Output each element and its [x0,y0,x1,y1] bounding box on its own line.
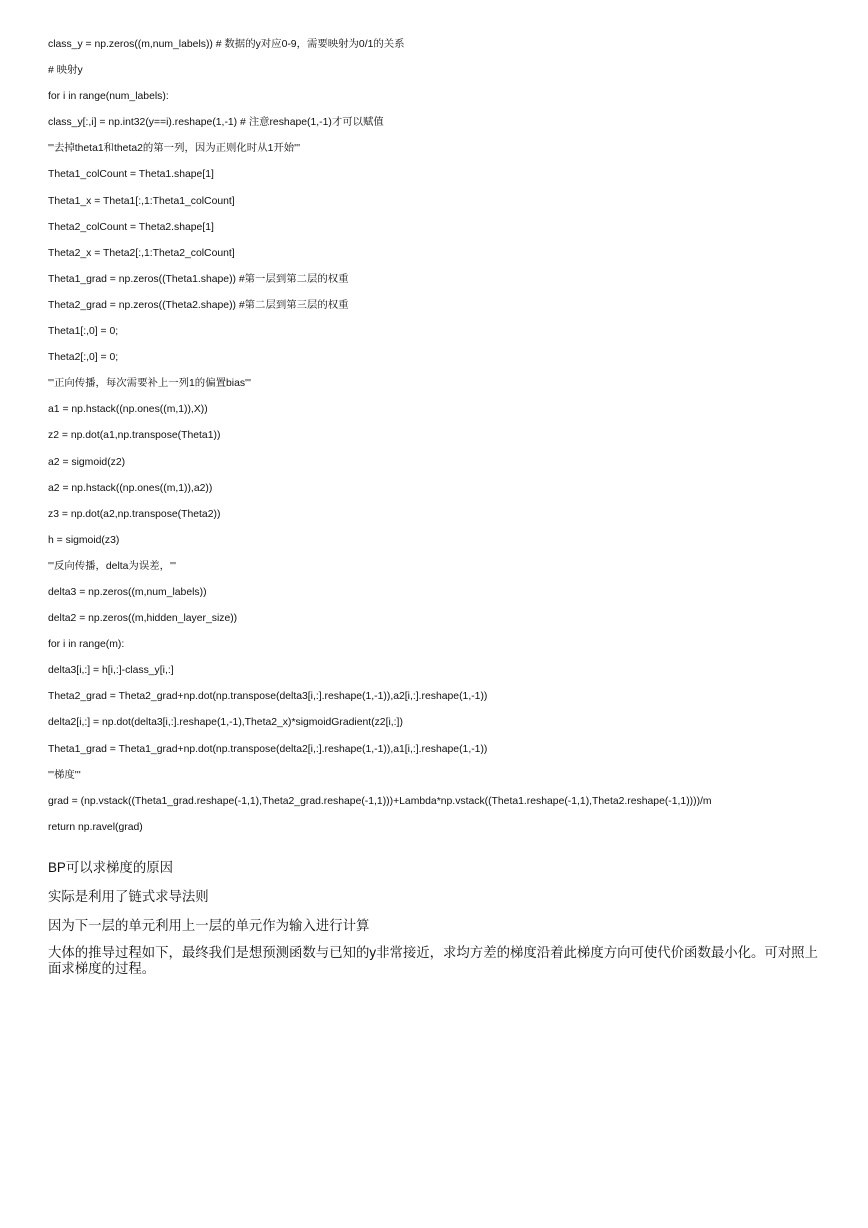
code-line: class_y[:,i] = np.int32(y==i).reshape(1,-1) # 注意reshape(1,-1)才可以赋值 [48,117,384,129]
code-line: '''反向传播，delta为误差，''' [48,560,176,572]
code-line: a2 = np.hstack((np.ones((m,1)),a2)) [48,482,213,494]
code-line: '''梯度''' [48,769,81,781]
code-line: a1 = np.hstack((np.ones((m,1)),X)) [48,404,208,416]
code-line: delta2[i,:] = np.dot(delta3[i,:].reshape(1,-1),Theta2_x)*sigmoidGradient(z2[i,:]) [48,717,403,729]
code-line: Theta2_grad = np.zeros((Theta2.shape)) #第二层到第三层的权重 [48,299,349,311]
paragraph: 因为下一层的单元利用上一层的单元作为输入进行计算 [48,918,370,933]
code-line: delta3[i,:] = h[i,:]-class_y[i,:] [48,665,174,677]
code-line: delta2 = np.zeros((m,hidden_layer_size)) [48,613,238,625]
code-line: Theta1_grad = np.zeros((Theta1.shape)) #第一层到第二层的权重 [48,273,349,285]
code-line: '''正向传播，每次需要补上一列1的偏置bias''' [48,378,251,390]
code-line: Theta2_x = Theta2[:,1:Theta2_colCount] [48,247,235,259]
code-line: delta3 = np.zeros((m,num_labels)) [48,586,207,598]
code-line: z3 = np.dot(a2,np.transpose(Theta2)) [48,508,221,520]
code-line: Theta1_colCount = Theta1.shape[1] [48,169,214,181]
code-line: Theta2_colCount = Theta2.shape[1] [48,221,214,233]
code-line: a2 = sigmoid(z2) [48,456,126,468]
code-line: return np.ravel(grad) [48,821,143,833]
code-line: Theta1_x = Theta1[:,1:Theta1_colCount] [48,195,235,207]
code-line: Theta2_grad = Theta2_grad+np.dot(np.transpose(delta3[i,:].reshape(1,-1)),a2[i,:].reshape(1,-1)) [48,691,488,703]
code-block [48,36,828,845]
paragraph: BP可以求梯度的原因 [48,860,173,875]
code-line: for i in range(m): [48,639,125,651]
code-line: z2 = np.dot(a1,np.transpose(Theta1)) [48,430,221,442]
code-line: # 映射y [48,65,83,77]
code-line: Theta1[:,0] = 0; [48,326,119,338]
code-line: class_y = np.zeros((m,num_labels)) # 数据的y对应0-9，需要映射为0/1的关系 [48,39,405,50]
paragraph: 实际是利用了链式求导法则 [48,889,209,904]
code-line: Theta1_grad = Theta1_grad+np.dot(np.transpose(delta2[i,:].reshape(1,-1)),a1[i,:].reshape(1,-1)) [48,743,488,755]
code-line: grad = (np.vstack((Theta1_grad.reshape(-1,1),Theta2_grad.reshape(-1,1)))+Lambda*np.vstack((Theta1.reshape(-1,1),Theta2.reshape(-1,1))))/m [48,795,712,807]
code-line: '''去掉theta1和theta2的第一列，因为正则化时从1开始''' [48,143,301,155]
code-line: for i in range(num_labels): [48,91,169,103]
explanation-text [48,858,820,987]
code-line: h = sigmoid(z3) [48,534,120,546]
paragraph: 大体的推导过程如下，最终我们是想预测函数与已知的y非常接近，求均方差的梯度沿着此梯度方向可使代价函数最小化。可对照上面求梯度的过程。 [48,945,818,976]
code-line: Theta2[:,0] = 0; [48,352,119,364]
